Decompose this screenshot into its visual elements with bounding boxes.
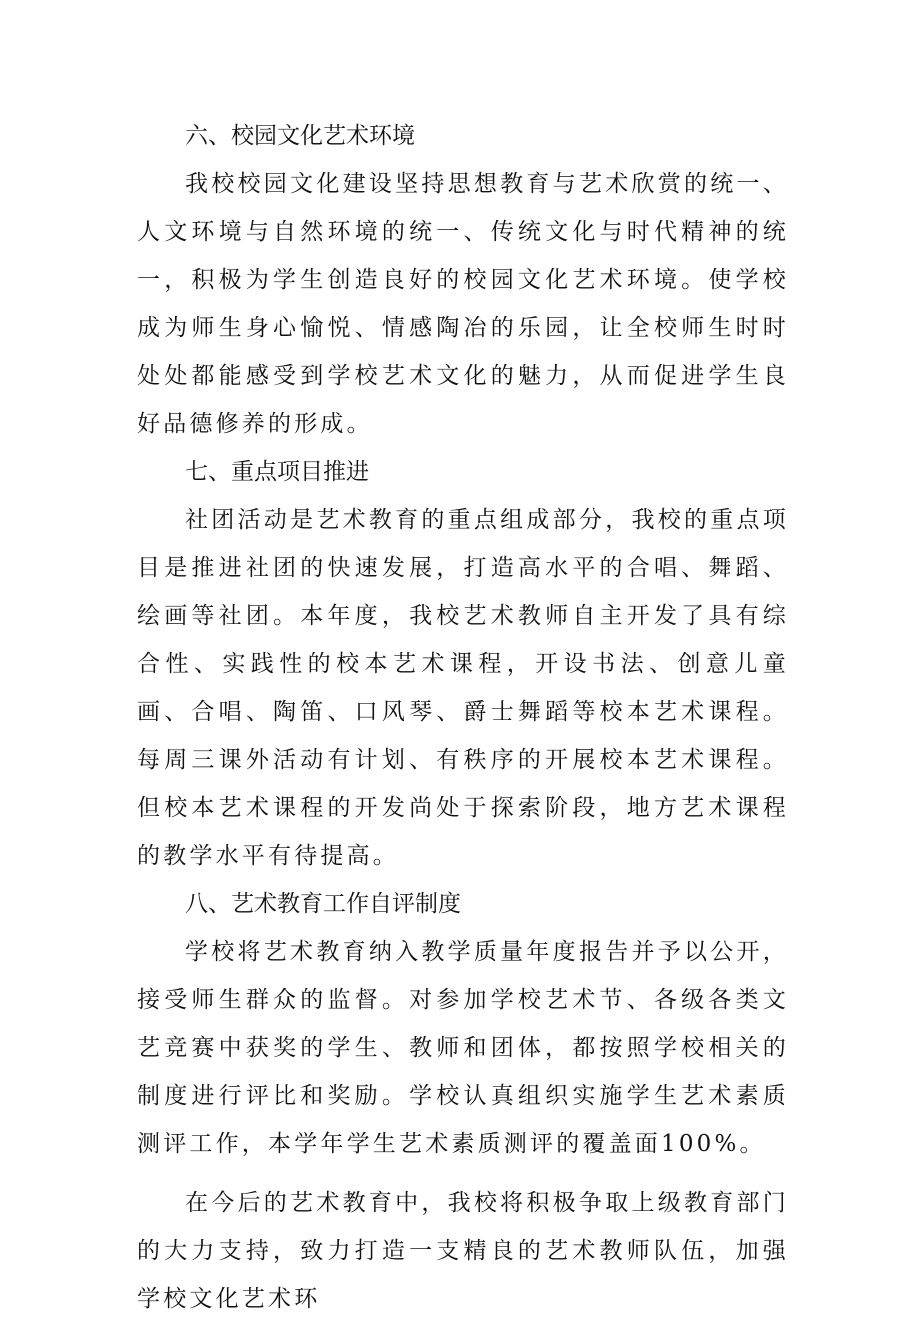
paragraph-future-plans: 在今后的艺术教育中，我校将积极争取上级教育部门的大力支持，致力打造一支精良的艺术教师队伍，加强学校文化艺术环 — [137, 1190, 789, 1312]
section-heading-6: 六、校园文化艺术环境 — [185, 123, 415, 149]
paragraph-key-projects: 社团活动是艺术教育的重点组成部分，我校的重点项目是推进社团的快速发展，打造高水平的合唱、舞蹈、绘画等社团。本年度，我校艺术教师自主开发了具有综合性、实践性的校本艺术课程，开设书法、创意儿童画、合唱、陶笛、口风琴、爵士舞蹈等校本艺术课程。每周三课外活动有计划、有秩序的开展校本艺术课程。但校本艺术课程的开发尚处于探索阶段，地方艺术课程的教学水平有待提高。 — [137, 507, 789, 869]
section-heading-7: 七、重点项目推进 — [185, 459, 369, 485]
section-heading-8: 八、艺术教育工作自评制度 — [185, 891, 461, 917]
document-body — [137, 112, 789, 1323]
paragraph-self-evaluation: 学校将艺术教育纳入教学质量年度报告并予以公开，接受师生群众的监督。对参加学校艺术节、各级各类文艺竞赛中获奖的学生、教师和团体，都按照学校相关的制度进行评比和奖励。学校认真组织实施学生艺术素质测评工作，本学年学生艺术素质测评的覆盖面100%。 — [137, 939, 789, 1157]
paragraph-campus-culture: 我校校园文化建设坚持思想教育与艺术欣赏的统一、人文环境与自然环境的统一、传统文化与时代精神的统一，积极为学生创造良好的校园文化艺术环境。使学校成为师生身心愉悦、情感陶冶的乐园，让全校师生时时处处都能感受到学校艺术文化的魅力，从而促进学生良好品德修养的形成。 — [137, 171, 789, 437]
